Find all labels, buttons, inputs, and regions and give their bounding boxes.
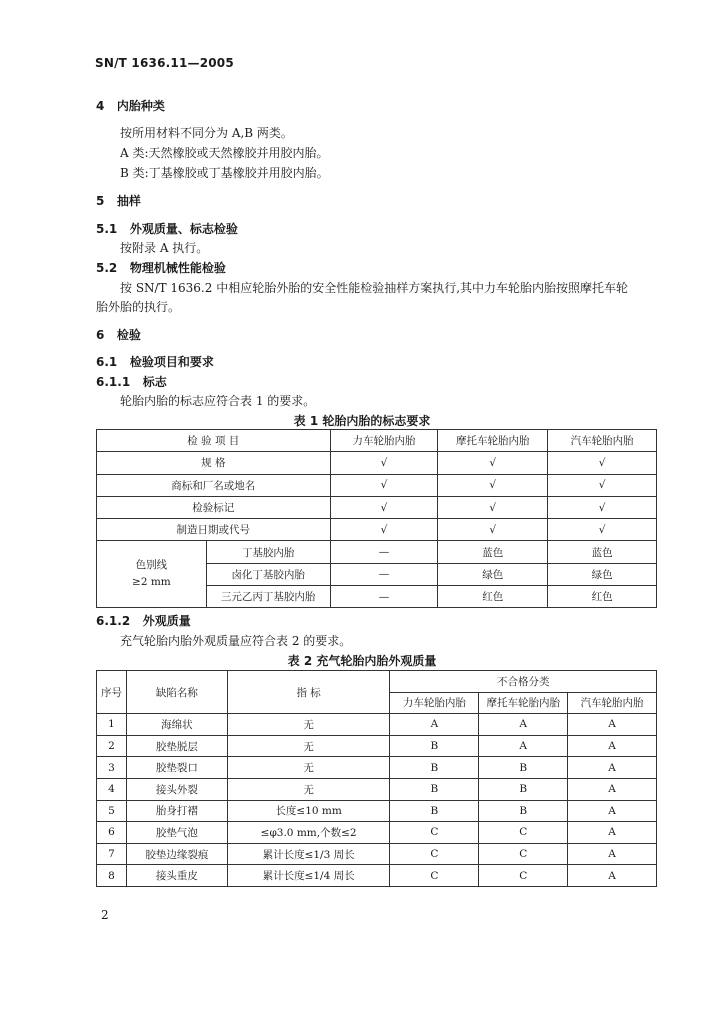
table-cell: B [479,800,568,822]
section-title: 外观质量、标志检验 [129,222,238,236]
table-row [97,865,657,887]
paragraph: 按附录 A 执行。 [120,241,209,255]
table-cell: 丁基胶内胎 [206,541,330,563]
table-cell: — [330,541,438,563]
subsection-6-1-heading [96,354,214,370]
table-cell: 接头外裂 [126,778,227,800]
table-cell: B [479,778,568,800]
table-cell: C [390,865,479,887]
color-line-label: 色别线 [135,559,168,572]
table-cell: √ [330,496,438,518]
table-1-caption: 表 1 轮胎内胎的标志要求 [293,414,431,428]
table-cell: C [479,822,568,844]
table-cell: √ [548,452,657,474]
table-cell: A [479,714,568,736]
table-cell: 卤化丁基胶内胎 [206,563,330,585]
table-row [97,778,657,800]
table-cell: √ [438,496,548,518]
table-cell: 4 [97,778,127,800]
table-2-caption: 表 2 充气轮胎内胎外观质量 [287,654,437,668]
header-cell: 序号 [97,671,127,714]
table-cell: 3 [97,757,127,779]
table-cell: 6 [97,822,127,844]
table-cell: √ [330,452,438,474]
page-number: 2 [101,908,109,922]
subsection-5-2-heading [96,260,226,276]
table-row [97,843,657,865]
section-number: 4 [96,99,105,113]
table-cell: C [479,843,568,865]
table-row [97,519,657,541]
paragraph: 胎外胎的执行。 [96,300,181,314]
section-number: 6.1.2 [96,614,131,628]
standard-code: SN/T 1636.11—2005 [95,56,234,70]
table-cell: 胶垫边缘裂痕 [126,843,227,865]
color-line-group-cell [97,541,207,608]
table-cell: √ [330,474,438,496]
table-cell: 检验标记 [97,496,331,518]
table-cell: 三元乙丙丁基胶内胎 [206,586,330,608]
section-number: 5.1 [96,222,118,236]
table-row [97,474,657,496]
table-cell: 红色 [438,586,548,608]
section-number: 5 [96,194,105,208]
table-cell: B [479,757,568,779]
section-title: 内胎种类 [116,99,165,113]
table-cell: √ [438,452,548,474]
paragraph: 轮胎内胎的标志应符合表 1 的要求。 [120,394,316,408]
header-cell: 检 验 项 目 [97,430,331,452]
table-row [97,452,657,474]
table-row [97,757,657,779]
table-cell: 接头重皮 [126,865,227,887]
header-cell: 汽车轮胎内胎 [548,430,657,452]
header-cell: 汽车轮胎内胎 [568,692,657,714]
table-cell: 无 [227,714,390,736]
table-cell: 7 [97,843,127,865]
header-cell: 不合格分类 [390,671,657,693]
table-1-marking-requirements [96,429,657,608]
paragraph: 按所用材料不同分为 A,B 两类。 [120,126,293,140]
table-cell: 胎身打褶 [126,800,227,822]
table-cell: 无 [227,735,390,757]
table-cell: 规 格 [97,452,331,474]
header-cell: 力车轮胎内胎 [390,692,479,714]
header-cell: 指 标 [227,671,390,714]
table-cell: C [390,843,479,865]
table-cell: 商标和厂名或地名 [97,474,331,496]
table-cell: B [390,800,479,822]
table-cell: √ [438,519,548,541]
header-cell: 摩托车轮胎内胎 [438,430,548,452]
section-title: 物理机械性能检验 [129,261,226,275]
table-cell: C [390,822,479,844]
section-number: 6.1 [96,355,118,369]
table-cell: A [568,800,657,822]
table-cell: 2 [97,735,127,757]
section-title: 检验项目和要求 [129,355,214,369]
table-cell: 制造日期或代号 [97,519,331,541]
header-cell: 缺陷名称 [126,671,227,714]
section-title: 检验 [116,328,141,342]
section-4-heading [96,98,165,114]
table-cell: A [568,778,657,800]
table-cell: √ [548,496,657,518]
table-cell: √ [330,519,438,541]
table-cell: A [568,757,657,779]
table-cell: B [390,735,479,757]
header-cell: 力车轮胎内胎 [330,430,438,452]
table-cell: 蓝色 [438,541,548,563]
table-row [97,735,657,757]
table-row [97,714,657,736]
table-row [97,822,657,844]
table-cell: A [568,865,657,887]
table-cell: A [390,714,479,736]
table-cell: 海绵状 [126,714,227,736]
table-row [97,496,657,518]
table-cell: ≤φ3.0 mm,个数≤2 [227,822,390,844]
table-cell: C [479,865,568,887]
subsection-6-1-2-heading [96,613,191,629]
table-cell: 8 [97,865,127,887]
subsection-6-1-1-heading [96,374,167,390]
header-cell: 摩托车轮胎内胎 [479,692,568,714]
table-cell: 累计长度≤1/3 周长 [227,843,390,865]
section-title: 标志 [142,375,167,389]
table-cell: 长度≤10 mm [227,800,390,822]
table-cell: 绿色 [548,563,657,585]
table-cell: √ [548,474,657,496]
table-2-appearance-quality [96,670,657,887]
section-number: 5.2 [96,261,118,275]
table-cell: — [330,563,438,585]
table-cell: — [330,586,438,608]
table-row [97,800,657,822]
table-cell: 胶垫脱层 [126,735,227,757]
table-cell: 红色 [548,586,657,608]
paragraph: 充气轮胎内胎外观质量应符合表 2 的要求。 [120,634,352,648]
paragraph: 按 SN/T 1636.2 中相应轮胎外胎的安全性能检验抽样方案执行,其中力车轮胎内胎按照摩托车轮 [120,281,629,295]
paragraph: A 类:天然橡胶或天然橡胶并用胶内胎。 [120,146,329,160]
table-cell: B [390,778,479,800]
color-line-width: ≥2 mm [132,576,171,589]
paragraph: B 类:丁基橡胶或丁基橡胶并用胶内胎。 [120,166,329,180]
section-5-heading [96,193,141,209]
table-cell: 胶垫气泡 [126,822,227,844]
table-cell: 蓝色 [548,541,657,563]
table-cell: 无 [227,757,390,779]
table-cell: A [568,843,657,865]
table-cell: A [568,714,657,736]
table-header-row [97,430,657,452]
table-row [97,541,657,563]
table-cell: A [568,735,657,757]
table-cell: 无 [227,778,390,800]
table-cell: 胶垫裂口 [126,757,227,779]
table-cell: 绿色 [438,563,548,585]
section-6-heading [96,327,141,343]
section-title: 外观质量 [142,614,191,628]
table-cell: 5 [97,800,127,822]
table-cell: A [479,735,568,757]
table-cell: 1 [97,714,127,736]
section-title: 抽样 [116,194,141,208]
table-cell: 累计长度≤1/4 周长 [227,865,390,887]
table-cell: A [568,822,657,844]
section-number: 6.1.1 [96,375,131,389]
table-cell: B [390,757,479,779]
subsection-5-1-heading [96,221,238,237]
table-header-row [97,671,657,693]
table-cell: √ [438,474,548,496]
table-cell: √ [548,519,657,541]
section-number: 6 [96,328,105,342]
